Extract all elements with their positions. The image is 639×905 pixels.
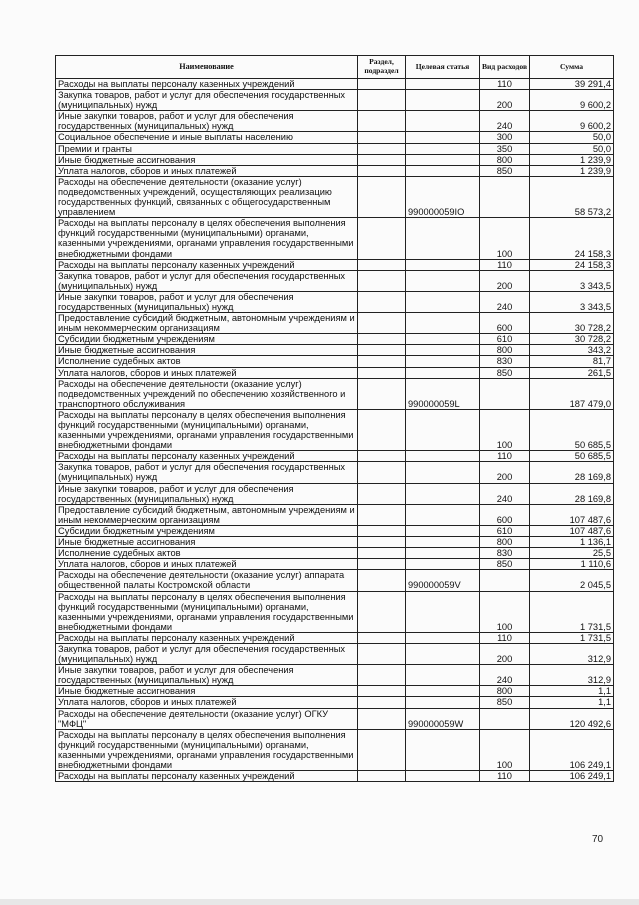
table-row (56, 483, 614, 504)
table-row (56, 356, 614, 367)
cell-section (358, 111, 406, 132)
cell-type: 110 (480, 632, 530, 643)
cell-name: Субсидии бюджетным учреждениям (56, 525, 358, 536)
header-sum: Сумма (530, 56, 614, 79)
cell-type: 800 (480, 154, 530, 165)
cell-section (358, 504, 406, 525)
table-row (56, 537, 614, 548)
table-row (56, 548, 614, 559)
cell-name: Предоставление субсидий бюджетным, автономным учреждениям и иным некоммерческим организациям (56, 504, 358, 525)
cell-section (358, 154, 406, 165)
table-row (56, 259, 614, 270)
cell-target (406, 345, 480, 356)
cell-sum: 25,5 (530, 548, 614, 559)
table-row (56, 270, 614, 291)
cell-section (358, 143, 406, 154)
table-row (56, 132, 614, 143)
cell-name: Закупка товаров, работ и услуг для обеспечения государственных (муниципальных) нужд (56, 270, 358, 291)
cell-type (480, 378, 530, 409)
cell-section (358, 591, 406, 632)
cell-section (358, 132, 406, 143)
cell-sum: 120 492,6 (530, 708, 614, 729)
cell-type: 200 (480, 462, 530, 483)
cell-sum: 28 169,8 (530, 462, 614, 483)
cell-name: Иные бюджетные ассигнования (56, 537, 358, 548)
cell-name: Уплата налогов, сборов и иных платежей (56, 165, 358, 176)
cell-target (406, 79, 480, 90)
cell-target (406, 367, 480, 378)
cell-sum: 2 045,5 (530, 570, 614, 591)
cell-target (406, 270, 480, 291)
table-header (56, 56, 614, 79)
cell-type: 800 (480, 345, 530, 356)
cell-sum: 107 487,6 (530, 525, 614, 536)
table-row (56, 632, 614, 643)
cell-section (358, 462, 406, 483)
table-row (56, 451, 614, 462)
cell-section (358, 367, 406, 378)
cell-type (480, 176, 530, 217)
cell-target (406, 771, 480, 782)
cell-target (406, 259, 480, 270)
cell-sum: 312,9 (530, 643, 614, 664)
cell-name: Расходы на выплаты персоналу в целях обеспечения выполнения функций государственными (муниципальными) органами, казенными учреждениями, органами управления государственными внебюджетными фондами (56, 729, 358, 770)
cell-target (406, 218, 480, 259)
cell-type: 610 (480, 334, 530, 345)
cell-section (358, 483, 406, 504)
cell-sum: 50,0 (530, 143, 614, 154)
table-row (56, 525, 614, 536)
cell-target: 990000059L (406, 378, 480, 409)
table-row (56, 367, 614, 378)
cell-name: Иные закупки товаров, работ и услуг для обеспечения государственных (муниципальных) нужд (56, 665, 358, 686)
cell-sum: 106 249,1 (530, 771, 614, 782)
cell-name: Расходы на обеспечение деятельности (оказание услуг) аппарата общественной палаты Костромской области (56, 570, 358, 591)
cell-type: 850 (480, 697, 530, 708)
cell-sum: 1 239,9 (530, 165, 614, 176)
cell-target (406, 559, 480, 570)
cell-target (406, 483, 480, 504)
table-row (56, 218, 614, 259)
table-row (56, 643, 614, 664)
table-row (56, 378, 614, 409)
header-target: Целевая статья (406, 56, 480, 79)
cell-name: Уплата налогов, сборов и иных платежей (56, 697, 358, 708)
cell-name: Расходы на выплаты персоналу казенных учреждений (56, 451, 358, 462)
table-row (56, 176, 614, 217)
cell-section (358, 665, 406, 686)
cell-target (406, 356, 480, 367)
cell-target: 990000059W (406, 708, 480, 729)
cell-name: Расходы на выплаты персоналу казенных учреждений (56, 771, 358, 782)
cell-name: Расходы на выплаты персоналу казенных учреждений (56, 79, 358, 90)
cell-type: 110 (480, 79, 530, 90)
cell-section (358, 451, 406, 462)
cell-type: 100 (480, 591, 530, 632)
cell-target (406, 90, 480, 111)
cell-type: 200 (480, 90, 530, 111)
cell-target (406, 591, 480, 632)
cell-sum: 24 158,3 (530, 259, 614, 270)
cell-target (406, 697, 480, 708)
cell-section (358, 270, 406, 291)
cell-section (358, 259, 406, 270)
cell-type: 110 (480, 451, 530, 462)
cell-type: 240 (480, 291, 530, 312)
cell-type: 830 (480, 356, 530, 367)
cell-name: Закупка товаров, работ и услуг для обеспечения государственных (муниципальных) нужд (56, 643, 358, 664)
cell-section (358, 559, 406, 570)
cell-type: 240 (480, 665, 530, 686)
cell-section (358, 708, 406, 729)
table-row (56, 313, 614, 334)
table-row (56, 570, 614, 591)
cell-name: Расходы на выплаты персоналу в целях обеспечения выполнения функций государственными (муниципальными) органами, казенными учреждениями, органами управления государственными внебюджетными фондами (56, 409, 358, 450)
table-row (56, 686, 614, 697)
table-row (56, 345, 614, 356)
cell-sum: 343,2 (530, 345, 614, 356)
table-body (56, 79, 614, 782)
cell-section (358, 79, 406, 90)
cell-section (358, 771, 406, 782)
cell-section (358, 218, 406, 259)
cell-type: 830 (480, 548, 530, 559)
cell-target (406, 409, 480, 450)
cell-target (406, 143, 480, 154)
cell-target: 990000059IO (406, 176, 480, 217)
cell-sum: 81,7 (530, 356, 614, 367)
cell-type: 240 (480, 483, 530, 504)
cell-section (358, 409, 406, 450)
cell-sum: 3 343,5 (530, 270, 614, 291)
cell-sum: 1 731,5 (530, 591, 614, 632)
cell-name: Расходы на обеспечение деятельности (оказание услуг) подведомственных учреждений, осуществляющих реализацию государственных функций, связанных с общегосударственным управлением (56, 176, 358, 217)
cell-sum: 1 110,6 (530, 559, 614, 570)
cell-type (480, 708, 530, 729)
cell-sum: 106 249,1 (530, 729, 614, 770)
cell-name: Социальное обеспечение и иные выплаты населению (56, 132, 358, 143)
cell-type: 350 (480, 143, 530, 154)
header-name: Наименование (56, 56, 358, 79)
cell-sum: 50 685,5 (530, 409, 614, 450)
cell-sum: 58 573,2 (530, 176, 614, 217)
cell-type: 100 (480, 729, 530, 770)
cell-section (358, 90, 406, 111)
cell-section (358, 570, 406, 591)
cell-type: 300 (480, 132, 530, 143)
cell-type: 200 (480, 270, 530, 291)
cell-name: Исполнение судебных актов (56, 548, 358, 559)
header-section: Раздел, подраздел (358, 56, 406, 79)
table-row (56, 154, 614, 165)
cell-section (358, 176, 406, 217)
cell-target (406, 525, 480, 536)
cell-section (358, 729, 406, 770)
cell-name: Иные закупки товаров, работ и услуг для обеспечения государственных (муниципальных) нужд (56, 483, 358, 504)
table-row (56, 771, 614, 782)
cell-type: 850 (480, 165, 530, 176)
cell-name: Расходы на выплаты персоналу в целях обеспечения выполнения функций государственными (муниципальными) органами, казенными учреждениями, органами управления государственными внебюджетными фондами (56, 591, 358, 632)
cell-name: Расходы на выплаты персоналу в целях обеспечения выполнения функций государственными (муниципальными) органами, казенными учреждениями, органами управления государственными внебюджетными фондами (56, 218, 358, 259)
scan-edge (0, 899, 639, 905)
cell-target (406, 462, 480, 483)
cell-sum: 30 728,2 (530, 313, 614, 334)
table-row (56, 665, 614, 686)
cell-target (406, 111, 480, 132)
cell-type: 240 (480, 111, 530, 132)
cell-section (358, 378, 406, 409)
cell-name: Уплата налогов, сборов и иных платежей (56, 367, 358, 378)
cell-section (358, 697, 406, 708)
cell-target: 990000059V (406, 570, 480, 591)
cell-section (358, 643, 406, 664)
cell-type: 100 (480, 409, 530, 450)
cell-type: 610 (480, 525, 530, 536)
header-row (56, 56, 614, 79)
cell-type: 100 (480, 218, 530, 259)
cell-type: 850 (480, 559, 530, 570)
header-type: Вид расходов (480, 56, 530, 79)
cell-type: 110 (480, 259, 530, 270)
cell-target (406, 334, 480, 345)
cell-name: Расходы на обеспечение деятельности (оказание услуг) подведомственных учреждений по обеспечению хозяйственного и транспортного обслуживания (56, 378, 358, 409)
cell-sum: 50 685,5 (530, 451, 614, 462)
cell-target (406, 154, 480, 165)
table-row (56, 409, 614, 450)
cell-name: Закупка товаров, работ и услуг для обеспечения государственных (муниципальных) нужд (56, 90, 358, 111)
cell-sum: 39 291,4 (530, 79, 614, 90)
cell-type: 600 (480, 504, 530, 525)
cell-target (406, 451, 480, 462)
cell-type: 600 (480, 313, 530, 334)
cell-name: Расходы на обеспечение деятельности (оказание услуг) ОГКУ "МФЦ" (56, 708, 358, 729)
cell-target (406, 729, 480, 770)
table-row (56, 462, 614, 483)
cell-section (358, 537, 406, 548)
cell-target (406, 548, 480, 559)
cell-sum: 1,1 (530, 686, 614, 697)
cell-section (358, 686, 406, 697)
cell-section (358, 632, 406, 643)
cell-type: 800 (480, 537, 530, 548)
cell-target (406, 291, 480, 312)
cell-target (406, 665, 480, 686)
table-row (56, 143, 614, 154)
table-row (56, 591, 614, 632)
cell-type: 110 (480, 771, 530, 782)
cell-section (358, 525, 406, 536)
cell-type: 200 (480, 643, 530, 664)
cell-section (358, 334, 406, 345)
cell-name: Уплата налогов, сборов и иных платежей (56, 559, 358, 570)
cell-name: Субсидии бюджетным учреждениям (56, 334, 358, 345)
cell-sum: 30 728,2 (530, 334, 614, 345)
cell-target (406, 643, 480, 664)
table-row (56, 708, 614, 729)
cell-sum: 28 169,8 (530, 483, 614, 504)
cell-sum: 9 600,2 (530, 111, 614, 132)
cell-type: 800 (480, 686, 530, 697)
cell-sum: 1,1 (530, 697, 614, 708)
cell-section (358, 291, 406, 312)
cell-name: Исполнение судебных актов (56, 356, 358, 367)
cell-section (358, 345, 406, 356)
table-row (56, 291, 614, 312)
cell-section (358, 165, 406, 176)
cell-sum: 107 487,6 (530, 504, 614, 525)
cell-name: Иные бюджетные ассигнования (56, 686, 358, 697)
table-row (56, 559, 614, 570)
cell-section (358, 356, 406, 367)
budget-table (55, 55, 614, 782)
cell-sum: 9 600,2 (530, 90, 614, 111)
cell-name: Иные бюджетные ассигнования (56, 154, 358, 165)
cell-sum: 187 479,0 (530, 378, 614, 409)
cell-name: Премии и гранты (56, 143, 358, 154)
cell-target (406, 132, 480, 143)
cell-sum: 3 343,5 (530, 291, 614, 312)
cell-target (406, 313, 480, 334)
cell-sum: 312,9 (530, 665, 614, 686)
cell-sum: 1 731,5 (530, 632, 614, 643)
table-row (56, 90, 614, 111)
cell-target (406, 504, 480, 525)
cell-type (480, 570, 530, 591)
cell-type: 850 (480, 367, 530, 378)
cell-name: Иные закупки товаров, работ и услуг для обеспечения государственных (муниципальных) нужд (56, 291, 358, 312)
page-number: 70 (592, 834, 604, 845)
cell-target (406, 686, 480, 697)
table-row (56, 504, 614, 525)
cell-name: Расходы на выплаты персоналу казенных учреждений (56, 259, 358, 270)
cell-sum: 261,5 (530, 367, 614, 378)
table-row (56, 111, 614, 132)
table-row (56, 697, 614, 708)
cell-name: Закупка товаров, работ и услуг для обеспечения государственных (муниципальных) нужд (56, 462, 358, 483)
cell-section (358, 313, 406, 334)
cell-sum: 50,0 (530, 132, 614, 143)
table-row (56, 165, 614, 176)
cell-name: Иные бюджетные ассигнования (56, 345, 358, 356)
cell-name: Иные закупки товаров, работ и услуг для обеспечения государственных (муниципальных) нужд (56, 111, 358, 132)
cell-section (358, 548, 406, 559)
cell-sum: 1 136,1 (530, 537, 614, 548)
table-row (56, 729, 614, 770)
cell-target (406, 165, 480, 176)
cell-sum: 24 158,3 (530, 218, 614, 259)
cell-target (406, 537, 480, 548)
cell-name: Предоставление субсидий бюджетным, автономным учреждениям и иным некоммерческим организациям (56, 313, 358, 334)
cell-name: Расходы на выплаты персоналу казенных учреждений (56, 632, 358, 643)
table-row (56, 334, 614, 345)
table-row (56, 79, 614, 90)
cell-sum: 1 239,9 (530, 154, 614, 165)
cell-target (406, 632, 480, 643)
